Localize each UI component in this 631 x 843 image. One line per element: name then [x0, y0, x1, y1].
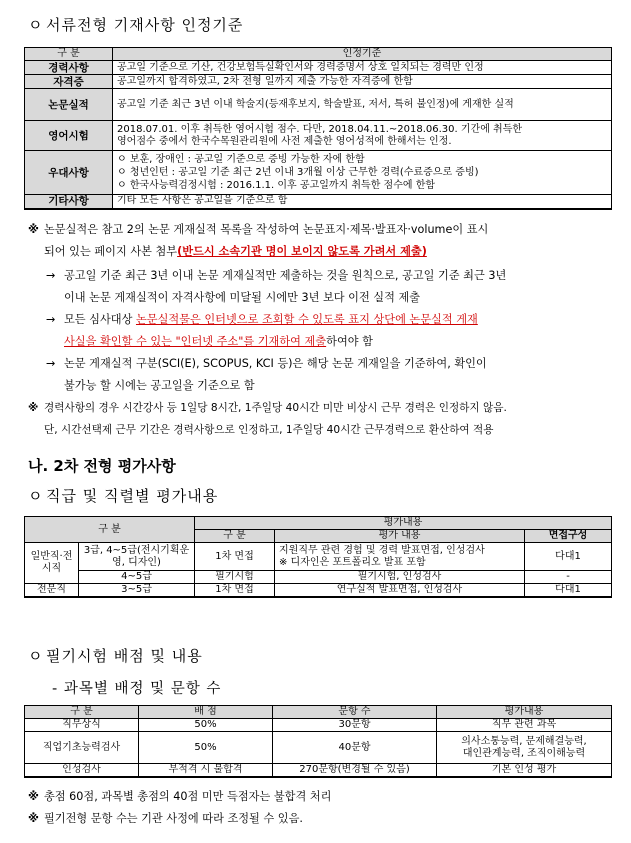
count-cell: 30문항: [273, 719, 437, 732]
subject-cell: 직무상식: [25, 719, 139, 732]
arrow-note-2-cont: 사실을 확인할 수 있는 "인터넷 주소"를 기재하여 제출하여야 함: [64, 335, 373, 348]
table-row: [25, 89, 612, 121]
row-label: 영어시험: [25, 121, 113, 151]
grade-cell: 4~5급: [79, 571, 195, 584]
interview-cell: -: [525, 571, 612, 584]
note-passing-score: ※ 총점 60점, 과목별 총점의 40점 미만 득점자는 불합격 처리: [28, 786, 331, 808]
note-paper-submission: ※ 논문실적은 참고 2의 논문 게재실적 목록을 작성하여 논문표지·제목·발표자·volume이 표시: [28, 219, 488, 241]
header-cell: 면접구성: [525, 530, 612, 543]
arrow-note-1-cont: 이내 논문 게재실적이 자격사항에 미달될 시에만 3년 보다 이전 실적 제출: [64, 291, 421, 304]
criteria-table: [24, 47, 612, 210]
circle-bullet-icon: ㅇ: [28, 16, 44, 34]
table-row: [25, 151, 612, 195]
evaluation-table: [24, 516, 612, 598]
note-question-count: ※ 필기전형 문항 수는 기관 사정에 따라 조정될 수 있음.: [28, 808, 303, 830]
row-content: 2018.07.01. 이후 취득한 영어시험 점수. 다만, 2018.04.11.~2018.06.30. 기간에 취득한 영어점수 중에서 한국수목원관리원에 사전 제출한 영어성적에 한해서는 인정.: [113, 121, 612, 151]
row-content: 공고일 기준 최근 3년 이내 학술지(등재후보지, 학술발표, 저서, 특허 불인정)에 게재한 실적: [113, 89, 612, 121]
row-content: 공고일까지 합격하였고, 2차 전형 일까지 제출 가능한 자격증에 한함: [113, 75, 612, 89]
arrow-note-2: → 모든 심사대상 논문실적물은 인터넷으로 조회할 수 있도록 표지 상단에 논문실적 게재: [46, 309, 478, 331]
reference-mark-icon: ※: [28, 812, 39, 825]
subheading-evaluation: ㅇ 직급 및 직렬별 평가내용: [28, 487, 219, 505]
note-paper-submission-cont: 되어 있는 페이지 사본 첨부(반드시 소속기관 명이 보이지 않도록 가려서 제출): [44, 245, 427, 258]
content-cell: 기본 인성 평가: [437, 764, 612, 778]
section-heading-document-criteria: ㅇ 서류전형 기재사항 인정기준: [28, 16, 244, 34]
row-label: 자격증: [25, 75, 113, 89]
table-row: [25, 543, 612, 571]
content-cell: 지원직무 관련 경험 및 경력 발표면접, 인성검사 ※ 디자인은 포트폴리오 발표 포함: [275, 543, 525, 571]
header-cell: 구 분: [25, 706, 139, 719]
table-row: [25, 61, 612, 75]
grade-cell: 3급, 4~5급(전시기획운영, 디자인): [79, 543, 195, 571]
weight-cell: 50%: [139, 732, 273, 764]
arrow-right-icon: →: [46, 269, 56, 282]
group-label: 일반직·전시직: [25, 543, 79, 584]
table-row: [25, 732, 612, 764]
table-row: [25, 121, 612, 151]
written-exam-table: [24, 705, 612, 778]
row-content: ㅇ 보훈, 장애인 : 공고일 기준으로 증빙 가능한 자에 한함 ㅇ 청년인턴 : 공고일 기준 최근 2년 이내 3개월 이상 근무한 경력(수료증으로 증빙) ㅇ 한국사능력검정시험 : 2016.1.1. 이후 공고일까지 취득한 점수에 한함: [113, 151, 612, 195]
row-content: 기타 모든 사항은 공고일을 기준으로 함: [113, 195, 612, 209]
subject-cell: 직업기초능력검사: [25, 732, 139, 764]
reference-mark-icon: ※: [28, 790, 39, 803]
type-cell: 1차 면접: [195, 584, 275, 598]
row-label: 논문실적: [25, 89, 113, 121]
arrow-right-icon: →: [46, 313, 56, 326]
subject-cell: 인성검사: [25, 764, 139, 778]
circle-bullet-icon: ㅇ: [28, 647, 44, 665]
header-cell: 평가 내용: [275, 530, 525, 543]
content-cell: 연구실적 발표면접, 인성검사: [275, 584, 525, 598]
subheading-subject-allocation: - 과목별 배정 및 문항 수: [52, 681, 222, 697]
type-cell: 1차 면접: [195, 543, 275, 571]
interview-cell: 다대1: [525, 584, 612, 598]
circle-bullet-icon: ㅇ: [28, 487, 44, 505]
count-cell: 270문항(변경될 수 있음): [273, 764, 437, 778]
header-cell: 구 분: [195, 530, 275, 543]
reference-mark-icon: ※: [28, 402, 39, 414]
subheading-written-exam: ㅇ 필기시험 배점 및 내용: [28, 647, 203, 665]
header-cell: 구 분: [25, 48, 113, 61]
table-row: [25, 584, 612, 598]
header-cell: 평가내용: [437, 706, 612, 719]
weight-cell: 부적격 시 불합격: [139, 764, 273, 778]
table-row: [25, 571, 612, 584]
table-row: [25, 75, 612, 89]
header-cell: 문항 수: [273, 706, 437, 719]
table-row: [25, 195, 612, 209]
interview-cell: 다대1: [525, 543, 612, 571]
group-label: 전문직: [25, 584, 79, 598]
table-header-row: [25, 48, 612, 61]
type-cell: 필기시험: [195, 571, 275, 584]
header-cell: 평가내용: [195, 517, 612, 530]
arrow-note-3: → 논문 게재실적 구분(SCI(E), SCOPUS, KCI 등)은 해당 논문 게재일을 기준하여, 확인이: [46, 353, 487, 375]
section-heading-second-stage: 나. 2차 전형 평가사항: [28, 457, 176, 475]
header-cell: 구 분: [25, 517, 195, 543]
grade-cell: 3~5급: [79, 584, 195, 598]
row-label: 경력사항: [25, 61, 113, 75]
header-cell: 배 점: [139, 706, 273, 719]
arrow-note-1: → 공고일 기준 최근 3년 이내 논문 게재실적만 제출하는 것을 원칙으로, 공고일 기준 최근 3년: [46, 265, 506, 287]
content-cell: 직무 관련 과목: [437, 719, 612, 732]
note-career-cont: 단, 시간선택제 근무 기간은 경력사항으로 인정하고, 1주일당 40시간 근무경력으로 환산하여 적용: [44, 424, 494, 436]
table-header-row: [25, 706, 612, 719]
weight-cell: 50%: [139, 719, 273, 732]
row-content: 공고일 기준으로 기산, 건강보험득실확인서와 경력증명서 상호 일치되는 경력만 인정: [113, 61, 612, 75]
table-header-row: [25, 517, 612, 530]
table-row: [25, 764, 612, 778]
count-cell: 40문항: [273, 732, 437, 764]
table-row: [25, 719, 612, 732]
row-label: 우대사항: [25, 151, 113, 195]
header-cell: 인정기준: [113, 48, 612, 61]
row-label: 기타사항: [25, 195, 113, 209]
note-career: ※ 경력사항의 경우 시간강사 등 1일당 8시간, 1주일당 40시간 미만 비상시 근무 경력은 인정하지 않음.: [28, 397, 507, 419]
arrow-note-3-cont: 불가능 할 시에는 공고일을 기준으로 함: [64, 379, 255, 392]
arrow-right-icon: →: [46, 357, 56, 370]
reference-mark-icon: ※: [28, 223, 39, 236]
content-cell: 의사소통능력, 문제해결능력, 대인관계능력, 조직이해능력: [437, 732, 612, 764]
content-cell: 필기시험, 인성검사: [275, 571, 525, 584]
